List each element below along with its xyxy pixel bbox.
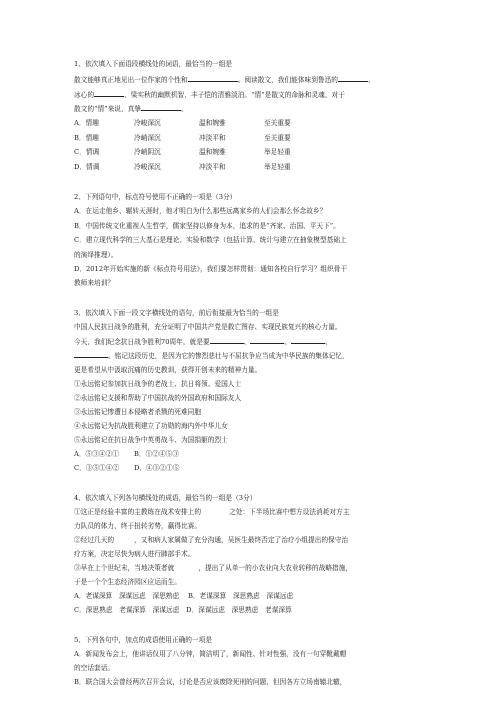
q1-option-a: A．情趣 冷峻深沉 温和婉雅 至关重要 — [74, 119, 291, 127]
q2-option-c-cont: 的演绎推理）。 — [74, 251, 118, 259]
answer-blank — [188, 75, 238, 82]
q3-title: 3、依次填入下面一段文字横线处的语句，前后衔接最为恰当的一组是 — [74, 309, 279, 317]
q2-option-d-cont: 教师来培训？ — [74, 279, 115, 287]
q3-item-4: ④永远铭记为抗战胜利建立了功勋的海内外中华儿女 — [74, 422, 228, 430]
q3-line-2: 今天，我们纪念抗日战争胜利70周年，就是要 、 、 、 — [74, 338, 332, 345]
q1-line-2: 冰心的 ，梁实秋的幽默机智，丰子恺的清雅淡泊。“情”是散文的命脉和灵魂，对于 — [74, 91, 345, 98]
q4-line-2: 力队员的体力，终于扭转劣势，赢得比赛。 — [74, 522, 202, 530]
q4-line-6: 于是一个个生态经济园区应运而生。 — [74, 578, 181, 586]
q3-line-3: 。铭记这段历史，是因为它的惨烈悲壮与不屈抗争应当成为中华民族的集体记忆， — [74, 351, 424, 359]
q4-line-1: ①这正是经验丰富的主教练在战术安排上的 之处：下半场比赛中想方设法消耗对方主 — [74, 508, 350, 516]
answer-blank — [210, 337, 244, 344]
q1-title: 1、依次填入下面语段横线处的词语，最恰当的一组是 — [74, 60, 233, 68]
answer-blank — [74, 351, 108, 358]
q4-line-5: ③早在上个世纪末，当地决策者就 ，提出了从单一的小农业向大农业转移的战略措施， — [74, 564, 353, 572]
q5-title: 5、下列各句中，加点的成语使用正确的一项是 — [74, 636, 213, 644]
q3-item-2: ②永远铭记支援和帮助了中国抗战的外国政府和国际友人 — [74, 394, 242, 402]
answer-blank — [291, 337, 325, 344]
q2-option-a: A．在运走他乡、辗转天涯时，他才明白为什么那些远离家乡的人们会那么怀念故乡？ — [74, 207, 327, 215]
q2-option-c: C．建立现代科学的三大基石是理论、实验和数学（包括计算、统计与建立在抽象模型基础上 — [74, 236, 347, 244]
q4-line-3: ②经过几天的 ，又和病人家属做了充分沟通，吴医生最终否定了治疗小组提出的保守治 — [74, 536, 349, 544]
q4-line-4: 疗方案，决定尽快为病人进行肺部手术。 — [74, 550, 195, 558]
q1-option-b: B．情趣 冷峭深沉 冲淡平和 至关重要 — [74, 134, 291, 142]
q2-option-b: B．中国传统文化重视人生哲学，儒家坚持以修身为本，追求的是“齐家、治国、平天下”。 — [74, 222, 340, 230]
q2-option-d: D．2012年开始实施的新《标点符号用法》，我们要怎样贯彻：通知各校自行学习？组织骨干 — [74, 265, 348, 273]
answer-blank — [94, 90, 124, 97]
q3-options-cd: C．③⑤①④② D．④③②①⑤ — [74, 464, 180, 472]
q5-option-b: B．联合国大会曾经两次召开会议，讨论是否应该废除死刑的问题，但因各方立场南辕北辙， — [74, 678, 347, 686]
answer-blank — [141, 104, 181, 111]
q2-title: 2、下列语句中，标点符号使用不正确的一项是（3分） — [74, 193, 237, 201]
q3-line-1: 中国人民抗日战争的胜利，充分证明了中国共产党是救亡图存、实现民族复兴的核心力量。 — [74, 323, 342, 331]
q4-title: 4、依次填入下列各句横线处的成语，最恰当的一组是（3分） — [74, 494, 257, 502]
answer-blank — [338, 75, 368, 82]
q3-item-5: ⑤永远铭记在抗日战争中英勇战斗、为国捐躯的烈士 — [74, 436, 228, 444]
q1-option-d: D．情调 冷峻深沉 冲淡平和 举足轻重 — [74, 163, 291, 171]
q3-item-1: ①永远铭记参加抗日战争的老战士、抗日将领、爱国人士 — [74, 380, 242, 388]
q5-option-a: A．新闻发布会上，他讲话仅用了八分钟，简洁明了，新闻性、针对性强，没有一句穿靴戴帽 — [74, 650, 347, 658]
q5-option-a-cont: 的空话套话。 — [74, 664, 115, 672]
q3-line-4: 更是希望从中汲取沉痛的历史教训，获得开创未来的精神力量。 — [74, 366, 262, 374]
q1-line-3: 散文的“情”来说，真挚 。 — [74, 105, 188, 112]
q4-options-cd: C．深思熟虑 老谋深算 深谋远虑 D．深谋远虑 深思熟虑 老谋深算 — [74, 606, 292, 614]
answer-blank — [250, 337, 284, 344]
q3-options-ab: A．⑤③④②① B．①②④⑤③ — [74, 450, 180, 458]
q3-item-3: ③永远铭记惨遭日本侵略者杀戮的死难同胞 — [74, 408, 202, 416]
q4-options-ab: A．老谋深算 深谋远虑 深思熟虑 B．老谋深算 深思熟虑 深谋远虑 — [74, 592, 294, 600]
q1-option-c: C．情调 冷峭阴沉 温和婉雅 举足轻重 — [74, 148, 291, 156]
q1-line-1: 散文能够真正地见出一位作家的个性和 。阅读散文，我们能体味到鲁迅的 ， — [74, 76, 375, 83]
